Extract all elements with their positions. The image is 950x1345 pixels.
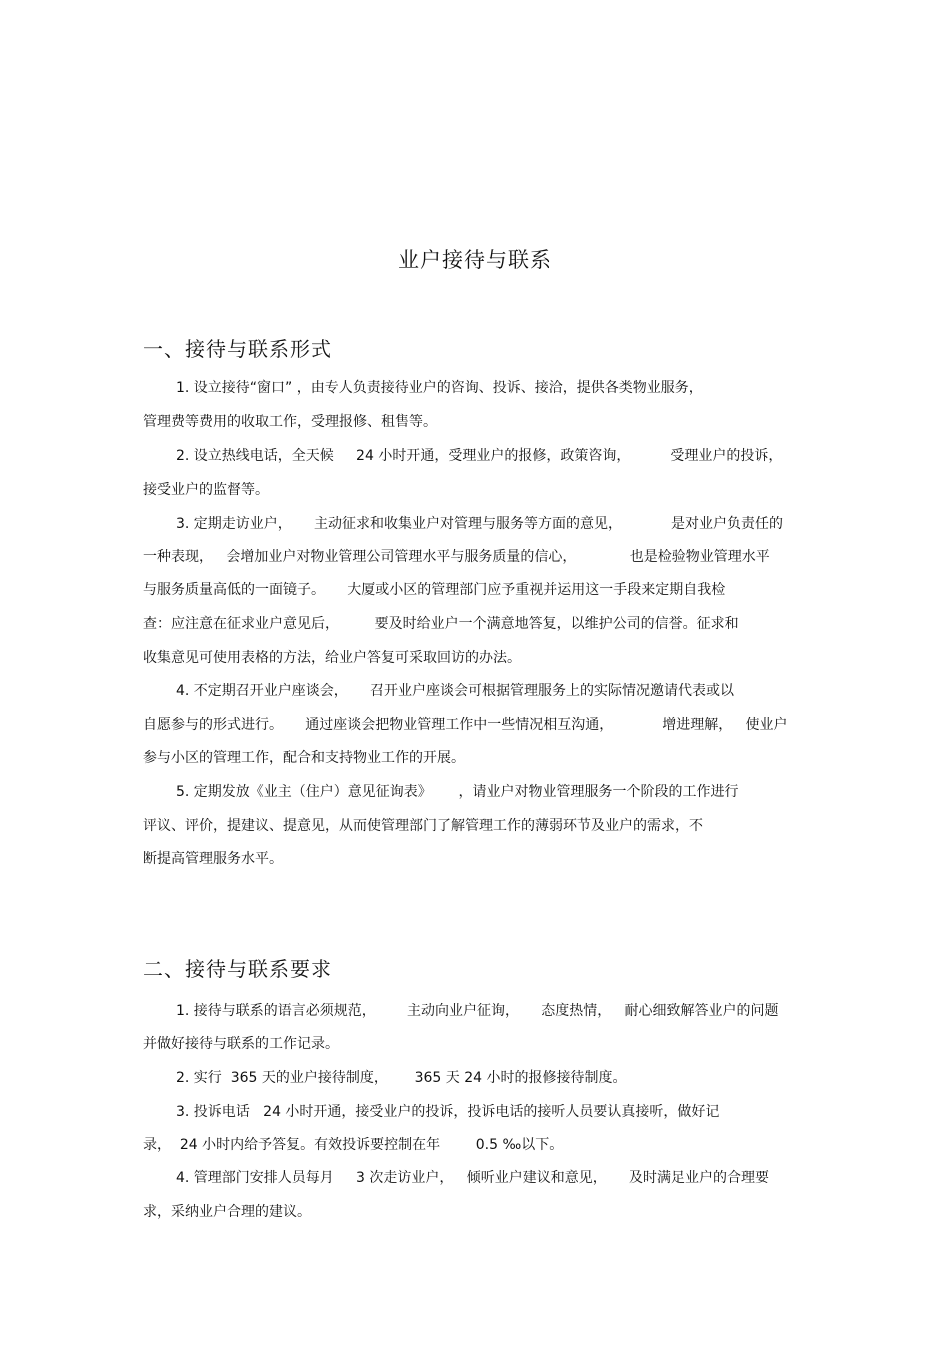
paragraph-line: 3. 定期走访业户， 主动征求和收集业户对管理与服务等方面的意见， 是对业户负责任的: [176, 516, 784, 532]
paragraph-line: 5. 定期发放《业主（住户）意见征询表》 ，请业户对物业管理服务一个阶段的工作进行: [176, 784, 739, 800]
paragraph-line: 断提高管理服务水平。: [143, 851, 283, 867]
paragraph-line: 4. 不定期召开业户座谈会， 召开业户座谈会可根据管理服务上的实际情况邀请代表或以: [176, 683, 735, 699]
document-title: 业户接待与联系: [398, 248, 552, 272]
paragraph-line: 收集意见可使用表格的方法，给业户答复可采取回访的办法。: [143, 650, 521, 666]
paragraph-line: 管理费等费用的收取工作，受理报修、租售等。: [143, 414, 437, 430]
paragraph-line: 2. 实行 365 天的业户接待制度， 365 天 24 小时的报修接待制度。: [176, 1070, 627, 1086]
paragraph-line: 并做好接待与联系的工作记录。: [143, 1036, 339, 1052]
paragraph-line: 参与小区的管理工作，配合和支持物业工作的开展。: [143, 750, 465, 766]
section-heading-forms: 一、接待与联系形式: [143, 337, 332, 361]
paragraph-line: 4. 管理部门安排人员每月 3 次走访业户， 倾听业户建议和意见， 及时满足业户的合理要: [176, 1170, 770, 1186]
paragraph-line: 与服务质量高低的一面镜子。 大厦或小区的管理部门应予重视并运用这一手段来定期自我检: [143, 582, 726, 598]
paragraph-line: 自愿参与的形式进行。 通过座谈会把物业管理工作中一些情况相互沟通， 增进理解， 使业户: [143, 717, 788, 733]
paragraph-line: 1. 设立接待“窗口” ，由专人负责接待业户的咨询、投诉、接洽，提供各类物业服务，: [176, 380, 703, 396]
paragraph-line: 录， 24 小时内给予答复。有效投诉要控制在年 0.5 ‰以下。: [143, 1137, 564, 1153]
paragraph-line: 求，采纳业户合理的建议。: [143, 1204, 311, 1220]
section-heading-requirements: 二、接待与联系要求: [143, 957, 332, 981]
paragraph-line: 一种表现， 会增加业户对物业管理公司管理水平与服务质量的信心， 也是检验物业管理水平: [143, 549, 770, 565]
paragraph-line: 接受业户的监督等。: [143, 482, 269, 498]
paragraph-line: 查：应注意在征求业户意见后， 要及时给业户一个满意地答复，以维护公司的信誉。征求和: [143, 616, 739, 632]
paragraph-line: 2. 设立热线电话，全天候 24 小时开通，受理业户的报修，政策咨询， 受理业户的投诉，: [176, 448, 783, 464]
paragraph-line: 评议、评价，提建议、提意见，从而使管理部门了解管理工作的薄弱环节及业户的需求，不: [143, 818, 703, 834]
paragraph-line: 3. 投诉电话 24 小时开通，接受业户的投诉，投诉电话的接听人员要认真接听，做好记: [176, 1104, 720, 1120]
paragraph-line: 1. 接待与联系的语言必须规范， 主动向业户征询， 态度热情， 耐心细致解答业户的问题: [176, 1003, 779, 1019]
